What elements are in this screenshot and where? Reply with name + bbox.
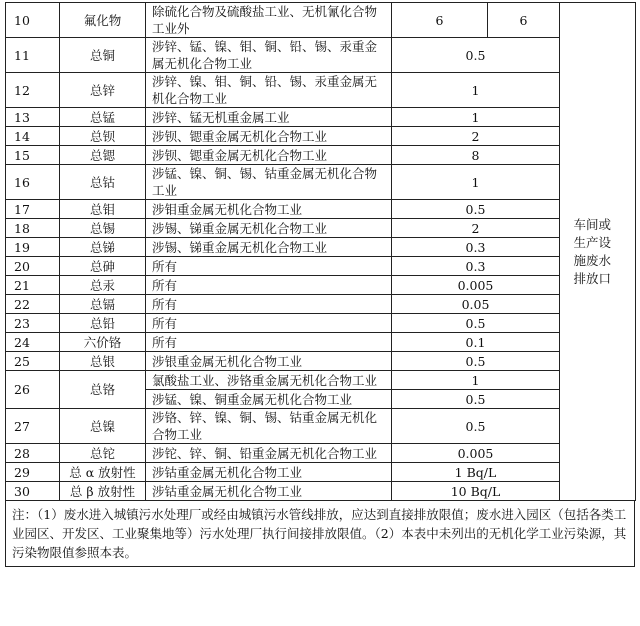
pollutant-name: 总镍 <box>60 409 146 444</box>
industry-scope: 涉银重金属无机化合物工业 <box>146 352 392 371</box>
pollutant-name: 总汞 <box>60 276 146 295</box>
limit-value: 0.5 <box>392 390 560 409</box>
table-row <box>6 314 636 333</box>
limit-value: 1 <box>392 165 560 200</box>
pollutant-name: 总 α 放射性 <box>60 463 146 482</box>
limit-value: 10 Bq/L <box>392 482 560 501</box>
pollutant-name: 总钼 <box>60 200 146 219</box>
limit-value: 0.5 <box>392 409 560 444</box>
limit-value: 0.5 <box>392 38 560 73</box>
row-number: 24 <box>6 333 60 352</box>
pollutant-limits-document <box>5 2 635 567</box>
pollutant-name: 总锑 <box>60 238 146 257</box>
limit-value: 0.5 <box>392 352 560 371</box>
industry-scope: 氯酸盐工业、涉铬重金属无机化合物工业 <box>146 371 392 390</box>
row-number: 28 <box>6 444 60 463</box>
row-number: 14 <box>6 127 60 146</box>
limit-value: 0.05 <box>392 295 560 314</box>
table-row <box>6 38 636 73</box>
table-row <box>6 146 636 165</box>
industry-scope: 涉锰、镍、铜重金属无机化合物工业 <box>146 390 392 409</box>
limit-value: 2 <box>392 127 560 146</box>
limit-value: 1 <box>392 371 560 390</box>
table-row <box>6 276 636 295</box>
row-number: 26 <box>6 371 60 409</box>
industry-scope: 所有 <box>146 257 392 276</box>
industry-scope: 涉钴重金属无机化合物工业 <box>146 463 392 482</box>
industry-scope: 涉钴重金属无机化合物工业 <box>146 482 392 501</box>
table-footnote: 注：（1）废水进入城镇污水处理厂或经由城镇污水管线排放，应达到直接排放限值；废水进入园区（包括各类工业园区、开发区、工业聚集地等）污水处理厂执行间接排放限值。（2）本表中未列出的无机化学工业污染源，其污染物限值参照本表。 <box>5 501 635 567</box>
pollutant-name: 总铅 <box>60 314 146 333</box>
industry-scope: 涉铊、锌、铜、铅重金属无机化合物工业 <box>146 444 392 463</box>
row-number: 12 <box>6 73 60 108</box>
table-row <box>6 409 636 444</box>
limit-value: 0.3 <box>392 238 560 257</box>
pollutant-name: 总铜 <box>60 38 146 73</box>
limit-value: 1 <box>392 73 560 108</box>
industry-scope: 涉锌、锰、镍、钼、铜、铅、锡、汞重金属无机化合物工业 <box>146 38 392 73</box>
pollutant-name: 总铬 <box>60 371 146 409</box>
industry-scope: 所有 <box>146 295 392 314</box>
row-number: 15 <box>6 146 60 165</box>
limit-value: 1 <box>392 108 560 127</box>
row-number: 21 <box>6 276 60 295</box>
pollutant-name: 总砷 <box>60 257 146 276</box>
row-number: 22 <box>6 295 60 314</box>
pollutant-name: 总锰 <box>60 108 146 127</box>
table-row <box>6 238 636 257</box>
pollutant-name: 六价铬 <box>60 333 146 352</box>
limit-value: 8 <box>392 146 560 165</box>
pollutant-limits-table <box>5 2 636 501</box>
limit-value: 0.1 <box>392 333 560 352</box>
pollutant-name: 总 β 放射性 <box>60 482 146 501</box>
pollutant-name: 总银 <box>60 352 146 371</box>
table-row <box>6 444 636 463</box>
industry-scope: 涉锡、锑重金属无机化合物工业 <box>146 219 392 238</box>
row-number: 30 <box>6 482 60 501</box>
pollutant-name: 氟化物 <box>60 3 146 38</box>
table-row <box>6 482 636 501</box>
row-number: 13 <box>6 108 60 127</box>
table-row <box>6 127 636 146</box>
table-row <box>6 257 636 276</box>
row-number: 23 <box>6 314 60 333</box>
industry-scope: 除硫化合物及硫酸盐工业、无机氰化合物工业外 <box>146 3 392 38</box>
limit-value: 0.5 <box>392 200 560 219</box>
row-number: 10 <box>6 3 60 38</box>
indirect-limit: 6 <box>488 3 560 38</box>
row-number: 20 <box>6 257 60 276</box>
table-row <box>6 200 636 219</box>
table-row <box>6 73 636 108</box>
table-row <box>6 463 636 482</box>
limit-value: 0.5 <box>392 314 560 333</box>
pollutant-name: 总钴 <box>60 165 146 200</box>
row-number: 19 <box>6 238 60 257</box>
pollutant-name: 总锌 <box>60 73 146 108</box>
row-number: 11 <box>6 38 60 73</box>
limit-value: 1 Bq/L <box>392 463 560 482</box>
table-row <box>6 352 636 371</box>
row-number: 17 <box>6 200 60 219</box>
pollutant-name: 总锡 <box>60 219 146 238</box>
row-number: 27 <box>6 409 60 444</box>
industry-scope: 所有 <box>146 314 392 333</box>
row-number: 16 <box>6 165 60 200</box>
pollutant-name: 总钡 <box>60 127 146 146</box>
table-row <box>6 333 636 352</box>
row-number: 25 <box>6 352 60 371</box>
pollutant-name: 总镉 <box>60 295 146 314</box>
industry-scope: 涉锌、镍、钼、铜、铅、锡、汞重金属无机化合物工业 <box>146 73 392 108</box>
industry-scope: 涉铬、锌、镍、铜、锡、钴重金属无机化合物工业 <box>146 409 392 444</box>
industry-scope: 涉锌、锰无机重金属工业 <box>146 108 392 127</box>
industry-scope: 涉锰、镍、铜、锡、钴重金属无机化合物工业 <box>146 165 392 200</box>
pollutant-name: 总铊 <box>60 444 146 463</box>
industry-scope: 涉钡、锶重金属无机化合物工业 <box>146 127 392 146</box>
monitoring-location-label: 车间或生产设施废水排放口 <box>573 216 612 286</box>
table-row <box>6 108 636 127</box>
limit-value: 0.3 <box>392 257 560 276</box>
table-row <box>6 219 636 238</box>
table-row <box>6 295 636 314</box>
industry-scope: 涉钡、锶重金属无机化合物工业 <box>146 146 392 165</box>
table-row <box>6 3 636 38</box>
direct-limit: 6 <box>392 3 488 38</box>
industry-scope: 所有 <box>146 333 392 352</box>
limit-value: 2 <box>392 219 560 238</box>
limit-value: 0.005 <box>392 444 560 463</box>
row-number: 29 <box>6 463 60 482</box>
table-row <box>6 165 636 200</box>
industry-scope: 涉钼重金属无机化合物工业 <box>146 200 392 219</box>
pollutant-name: 总锶 <box>60 146 146 165</box>
limit-value: 0.005 <box>392 276 560 295</box>
industry-scope: 所有 <box>146 276 392 295</box>
row-number: 18 <box>6 219 60 238</box>
industry-scope: 涉锡、锑重金属无机化合物工业 <box>146 238 392 257</box>
table-row <box>6 371 636 390</box>
monitoring-location <box>560 3 636 501</box>
